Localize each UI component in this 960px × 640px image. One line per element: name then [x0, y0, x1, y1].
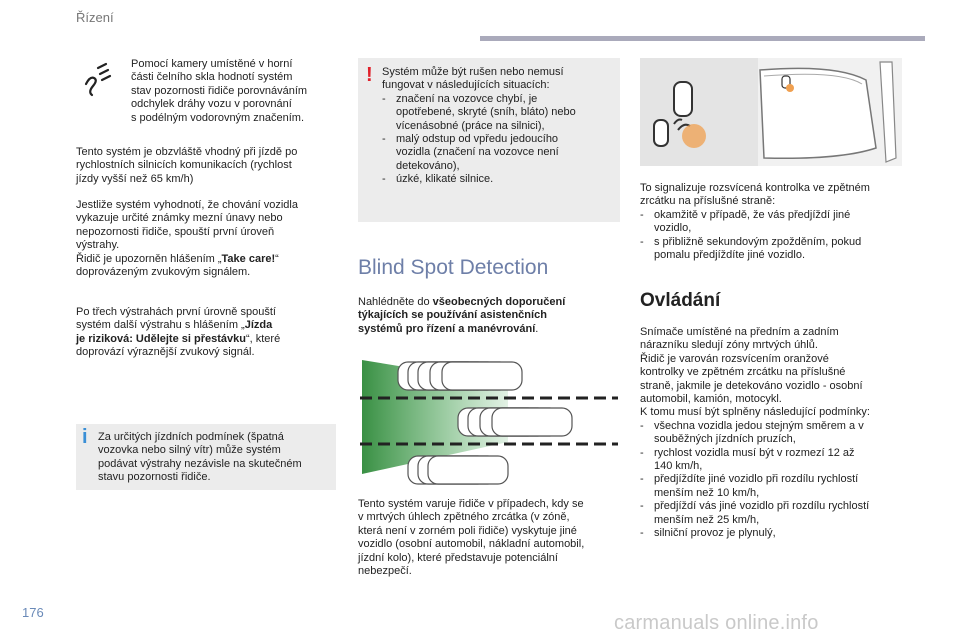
warning-icon: ! — [366, 64, 373, 86]
watermark: carmanuals online.info — [614, 612, 819, 634]
info-icon: i — [82, 426, 88, 448]
paragraph-highway: Tento systém je obzvláště vhodný při jízdě po rychlostních silnicích komunikacích (rychlost jízdy vyšší než 65 km/h) — [76, 146, 298, 185]
blind-spot-heading: Blind Spot Detection — [358, 256, 549, 279]
page-number: 176 — [22, 605, 44, 620]
info-text: Za určitých jízdních podmínek (špatná vozovka nebo silný vítr) může systém podávat výstrahy nezávisle na skutečném stavu pozornosti řidiče. — [98, 431, 302, 484]
mirror-illustration — [640, 58, 902, 166]
intro-text: Pomocí kamery umístěné v horní části čelního skla hodnotí systém stav pozornosti řidiče porovnáváním odchylek dráhy vozu v porovnání s podélným vodorovným značením. — [131, 58, 308, 124]
warning-text: Systém může být rušen nebo nemusí fungovat v následujících situacích: - značení na vozovce chybí, je opotřebené, skryté (sníh, bláto) nebo vícenásobné (práce na silnici), - malý odstup od vpředu jedoucího vozidla (značení na vozovce není detekováno), - úzké, klikaté silnice. — [382, 66, 576, 186]
blind-spot-illustration — [358, 350, 620, 520]
info-box — [76, 424, 336, 490]
section-title: Řízení — [76, 10, 114, 25]
system-description: Tento systém varuje řidiče v případech, kdy se v mrtvých úhlech zpětného zrcátka (v zóně, která není v zorném poli řidiče) vyskytuje jiné vozidlo (osobní automobil, nákladní automobil, jízdní kolo), které představuje potenciální nebezpečí. — [358, 498, 585, 578]
lane-keeping-icon — [80, 62, 112, 102]
warning-box — [358, 58, 620, 222]
header-bar — [480, 36, 925, 41]
reference-text: Nahlédněte do všeobecných doporučení týkajících se používání asistenčních systémů pro řízení a manévrování. — [358, 296, 566, 335]
signal-text: To signalizuje rozsvícená kontrolka ve zpětném zrcátku na příslušné straně: - okamžitě v případě, že vás předjíždí jiné vozidlo, - s přibližně sekundovým zpožděním, pokud pomalu předjíždíte jiné vozidlo. — [640, 182, 870, 262]
paragraph-second-alert: Po třech výstrahách první úrovně spouští systém další výstrahu s hlášením „Jízda je riziková: Udělejte si přestávku“, které doprovází výraznější zvukový signál. — [76, 306, 281, 359]
controls-heading: Ovládání — [640, 290, 721, 311]
paragraph-first-alert: Jestliže systém vyhodnotí, že chování vozidla vykazuje určité známky mezní únavy nebo nepozornosti řidiče, spouští první úroveň výstrahy. Řidič je upozorněn hlášením „Take care!“ doprovázeným zvukovým signálem. — [76, 199, 298, 279]
controls-text: Snímače umístěné na předním a zadním nárazníku sledují zóny mrtvých úhlů. Řidič je varován rozsvícením oranžové kontrolky ve zpětném zrcátku na příslušné straně, jakmile je detekováno vozidlo - osobní automobil, kamión, motocykl. K tomu musí být splněny následující podmínky: - všechna vozidla jedou stejným směrem a v souběžných jízdních pruzích, - rychlost vozidla musí být v rozmezí 12 až 140 km/h, - předjíždíte jiné vozidlo při rozdílu rychlostí menším než 10 km/h, - předjíždí vás jiné vozidlo při rozdílu rychlostí menším než 25 km/h, - silniční provoz je plynulý, — [640, 326, 870, 540]
